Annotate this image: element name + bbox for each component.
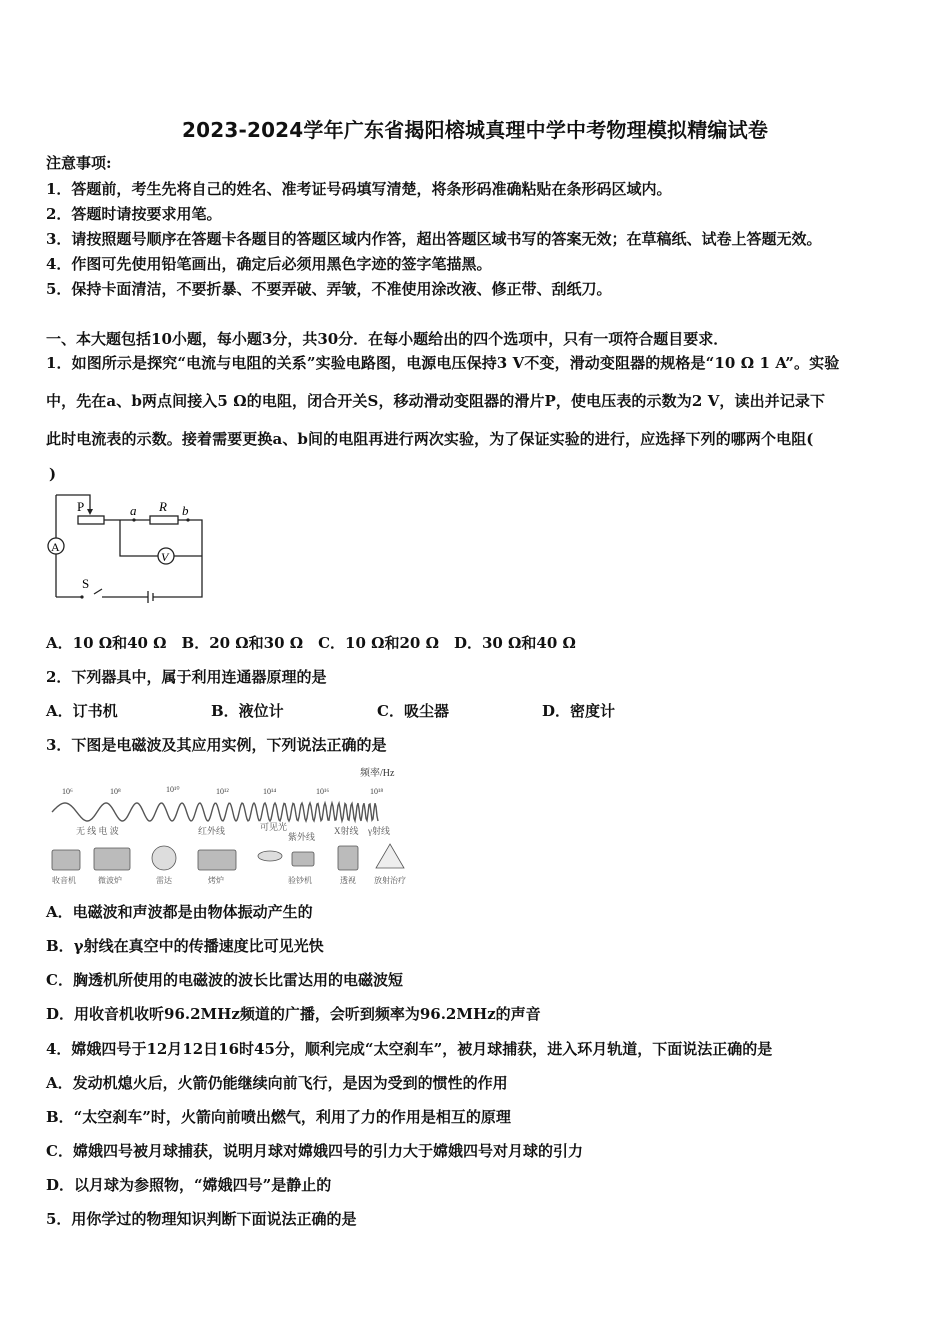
- q4-option-c: C．嫦娥四号被月球捕获，说明月球对嫦娥四号的引力大于嫦娥四号对月球的引力: [46, 1142, 583, 1160]
- radiation-icon: [376, 844, 404, 868]
- eye-icon: [258, 851, 282, 861]
- notice-item: 2．答题时请按要求用笔。: [46, 205, 222, 223]
- q3-option-a: A．电磁波和声波都是由物体振动产生的: [46, 903, 313, 921]
- point-b-label: b: [182, 503, 189, 518]
- q1-stem-line: ): [49, 465, 57, 483]
- switch-label: S: [82, 576, 90, 591]
- q2-option-a: A．订书机: [46, 702, 118, 720]
- notice-item: 5．保持卡面清洁，不要折暴、不要弄破、弄皱，不准使用涂改液、修正带、刮纸刀。: [46, 280, 612, 298]
- microwave-icon: [94, 848, 130, 870]
- radio-icon: [52, 850, 80, 870]
- q5-stem: 5．用你学过的物理知识判断下面说法正确的是: [46, 1210, 357, 1228]
- app-label: 收音机: [52, 876, 76, 885]
- oven-icon: [198, 850, 236, 870]
- point-a-label: a: [130, 503, 137, 518]
- notice-item: 3．请按照题号顺序在答题卡各题目的答题区域内作答，超出答题区域书写的答案无效；在草稿纸、试卷上答题无效。: [46, 230, 822, 248]
- app-label: 放射治疗: [374, 876, 406, 885]
- frequency-axis-label: 频率/Hz: [360, 768, 395, 779]
- band-label: X射线: [334, 826, 359, 836]
- frequency-tick: 10¹²: [216, 787, 229, 796]
- band-label: 紫外线: [288, 832, 316, 842]
- slider-p-label: P: [77, 499, 85, 514]
- q4-stem: 4．嫦娥四号于12月12日16时45分，顺利完成“太空刹车”，被月球捕获，进入环月轨道，下面说法正确的是: [46, 1040, 773, 1058]
- q2-stem: 2．下列器具中，属于利用连通器原理的是: [46, 668, 327, 686]
- frequency-tick: 10⁸: [110, 787, 121, 796]
- resistor-label: R: [159, 499, 167, 514]
- frequency-tick: 10¹⁰: [166, 785, 180, 794]
- app-label: 透视: [340, 876, 356, 885]
- q1-stem-line: 1．如图所示是探究“电流与电阻的关系”实验电路图，电源电压保持3 V不变，滑动变阻器的规格是“10 Ω 1 A”。实验: [46, 354, 840, 372]
- q3-stem: 3．下图是电磁波及其应用实例，下列说法正确的是: [46, 736, 387, 754]
- band-label: 红外线: [198, 826, 226, 836]
- notice-heading: 注意事项:: [46, 154, 112, 172]
- q2-option-c: C．吸尘器: [377, 702, 449, 720]
- frequency-tick: 10¹⁶: [316, 787, 330, 796]
- notice-item: 1．答题前，考生先将自己的姓名、准考证号码填写清楚，将条形码准确粘贴在条形码区域内。: [46, 180, 672, 198]
- app-label: 烤炉: [208, 876, 224, 885]
- ammeter-label: A: [51, 540, 60, 554]
- q1-circuit-diagram: [40, 490, 220, 608]
- q3-option-d: D．用收音机收听96.2MHz频道的广播，会听到频率为96.2MHz的声音: [46, 1005, 541, 1023]
- app-label: 微波炉: [98, 876, 122, 885]
- frequency-tick: 10¹⁴: [263, 787, 277, 796]
- q3-option-b: B．γ射线在真空中的传播速度比可见光快: [46, 937, 324, 955]
- notice-item: 4．作图可先使用铅笔画出，确定后必须用黑色字迹的签字笔描黑。: [46, 255, 492, 273]
- q3-option-c: C．胸透机所使用的电磁波的波长比雷达用的电磁波短: [46, 971, 403, 989]
- app-label: 雷达: [156, 876, 172, 885]
- xray-hand-icon: [338, 846, 358, 870]
- band-label: 可见光: [260, 822, 288, 832]
- radar-icon: [152, 846, 176, 870]
- q4-option-d: D．以月球为参照物，“嫦娥四号”是静止的: [46, 1176, 332, 1194]
- em-spectrum-figure: [48, 764, 414, 890]
- frequency-tick: 10⁶: [62, 787, 73, 796]
- app-label: 验钞机: [288, 876, 312, 885]
- q1-stem-line: 此时电流表的示数。接着需要更换a、b间的电阻再进行两次实验，为了保证实验的进行，应选择下列的哪两个电阻(: [46, 430, 814, 448]
- q1-stem-line: 中，先在a、b两点间接入5 Ω的电阻，闭合开关S，移动滑动变阻器的滑片P，使电压表的示数为2 V，读出并记录下: [46, 392, 826, 410]
- q4-option-b: B．“太空刹车”时，火箭向前喷出燃气，利用了力的作用是相互的原理: [46, 1108, 511, 1126]
- page-title: 2023-2024学年广东省揭阳榕城真理中学中考物理模拟精编试卷: [181, 118, 769, 142]
- frequency-tick: 10¹⁸: [370, 787, 384, 796]
- q2-option-b: B．液位计: [211, 702, 284, 720]
- voltmeter-label: V: [161, 550, 169, 564]
- counterfeit-detector-icon: [292, 852, 314, 866]
- section-heading: 一、本大题包括10小题，每小题3分，共30分．在每小题给出的四个选项中，只有一项符合题目要求．: [46, 330, 729, 348]
- em-wave-curve: [52, 803, 378, 821]
- q2-option-d: D．密度计: [542, 702, 616, 720]
- q1-options: A．10 Ω和40 Ω B．20 Ω和30 Ω C．10 Ω和20 Ω D．30 Ω和40 Ω: [46, 634, 576, 652]
- band-label: γ射线: [368, 826, 390, 836]
- band-label: 无 线 电 波: [76, 826, 119, 836]
- q4-option-a: A．发动机熄火后，火箭仍能继续向前飞行，是因为受到的惯性的作用: [46, 1074, 508, 1092]
